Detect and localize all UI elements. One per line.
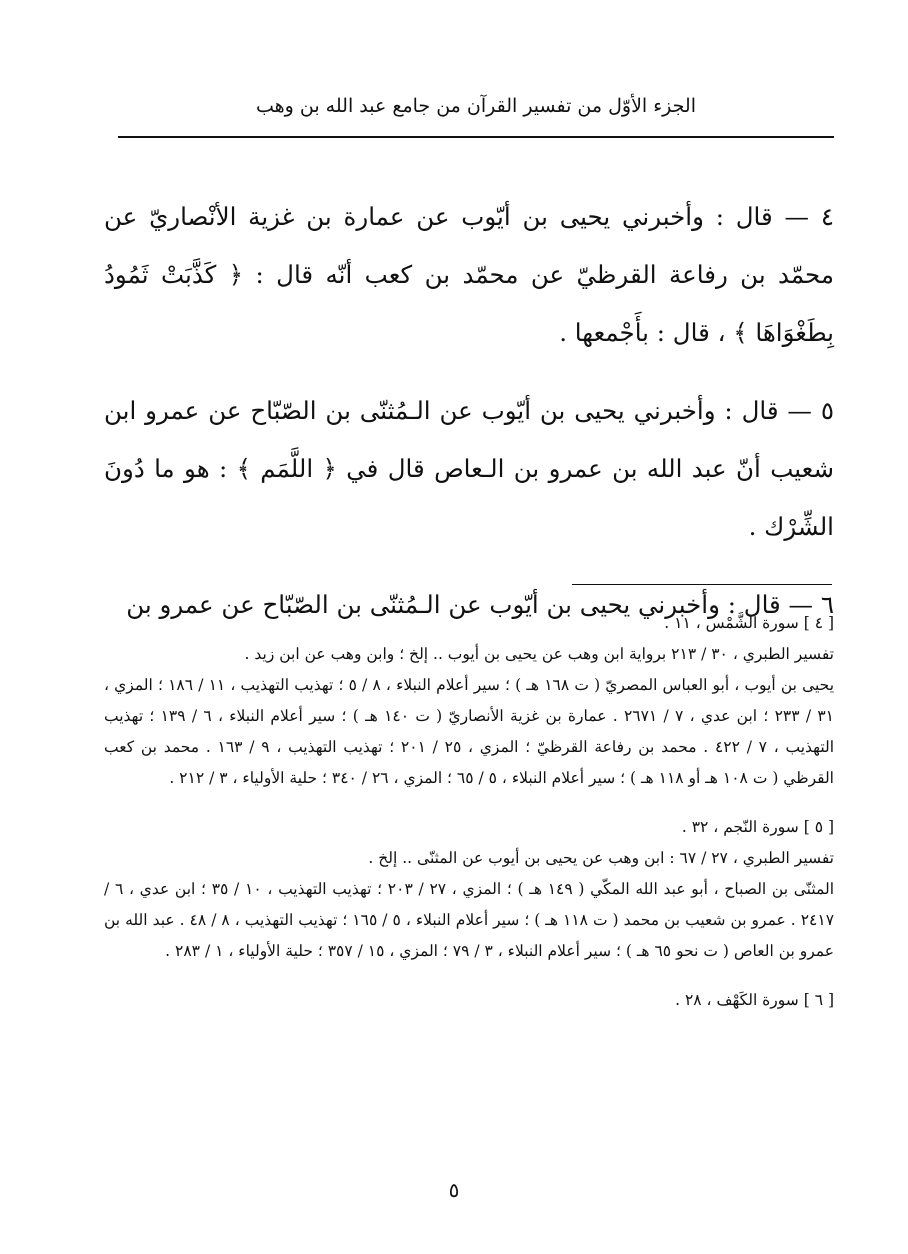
running-header: الجزء الأوّل من تفسير القرآن من جامع عبد الله بن وهب	[256, 95, 696, 117]
footnote-divider	[572, 584, 832, 585]
footnote-5	[104, 812, 834, 967]
hadith-4: ٤ — قال : وأخبرني يحيى بن أيّوب عن عمارة بن غزية الأنْصاريّ عن محمّد بن رفاعة القرظيّ عن محمّد بن كعب أنّه قال : ﴿ كَذَّبَتْ ثَمُودُ بِطَغْوَاهَا ﴾ ، قال : بأَجْمعها .	[104, 202, 834, 347]
footnote-line: يحيى بن أيوب ، أبو العباس المصريّ ( ت ١٦٨ هـ ) ؛ سير أعلام النبلاء ، ٨ / ٥ ؛ تهذيب التهذيب ، ١١ / ١٨٦ ؛ المزي ، ٣١ / ٢٣٣ ؛ ابن عدي ، ٧ / ٢٦٧١ . عمارة بن غزية الأنصاريّ ( ت ١٤٠ هـ ) ؛ سير أعلام النبلاء ، ٦ / ١٣٩ ؛ تهذيب التهذيب ، ٧ / ٤٢٢ . محمد بن رفاعة القرظيّ ؛ المزي ، ٢٥ / ٢٠١ ؛ تهذيب التهذيب ، ٩ / ١٦٣ . محمد بن كعب القرظي ( ت ١٠٨ هـ أو ١١٨ هـ ) ؛ سير أعلام النبلاء ، ٥ / ٦٥ ؛ المزي ، ٢٦ / ٣٤٠ ؛ حلية الأولياء ، ٣ / ٢١٢ .	[104, 676, 835, 787]
footnotes	[104, 608, 834, 1016]
footnote-line: المثنّى بن الصباح ، أبو عبد الله المكّي ( ١٤٩ هـ ) ؛ المزي ، ٢٧ / ٢٠٣ ؛ تهذيب التهذيب ، ١٠ / ٣٥ ؛ ابن عدي ، ٦ / ٢٤١٧ . عمرو بن شعيب بن محمد ( ت ١١٨ هـ ) ؛ سير أعلام النبلاء ، ٥ / ١٦٥ ؛ تهذيب التهذيب ، ٨ / ٤٨ . عبد الله بن عمرو بن العاص ( ت نحو ٦٥ هـ ) ؛ سير أعلام النبلاء ، ٣ / ٧٩ ؛ المزي ، ١٥ / ٣٥٧ ؛ حلية الأولياء ، ١ / ٢٨٣ .	[104, 880, 835, 960]
page-number: ٥	[448, 1178, 460, 1202]
header-divider	[118, 136, 834, 138]
footnote-line: تفسير الطبري ، ٢٧ / ٦٧ : ابن وهب عن يحيى بن أيوب عن المثنّى .. إلخ .	[368, 849, 834, 867]
hadith-6: ٦ — قال : وأخبرني يحيى بن أيّوب عن الـمُثنّى بن الصّبّاح عن عمرو بن	[126, 590, 834, 619]
main-text	[104, 188, 834, 634]
footnote-line: [ ٥ ] سورة النّجم ، ٣٢ .	[681, 818, 834, 836]
footnote-line: [ ٤ ] سورة الشَّمْس ، ١١ .	[664, 614, 834, 632]
footnote-6	[104, 985, 834, 1016]
hadith-5: ٥ — قال : وأخبرني يحيى بن أيّوب عن الـمُثنّى بن الصّبّاح عن عمرو ابن شعيب أنّ عبد الله بن عمرو بن الـعاص قال في ﴿ اللَّمَم ﴾ : هو ما دُونَ الشِّرْك .	[104, 396, 834, 541]
footnote-line: [ ٦ ] سورة الكَهْف ، ٢٨ .	[675, 991, 834, 1009]
footnote-4	[104, 608, 834, 794]
footnote-line: تفسير الطبري ، ٣٠ / ٢١٣ برواية ابن وهب عن يحيى بن أيوب .. إلخ ؛ وابن وهب عن ابن زيد .	[244, 645, 834, 663]
